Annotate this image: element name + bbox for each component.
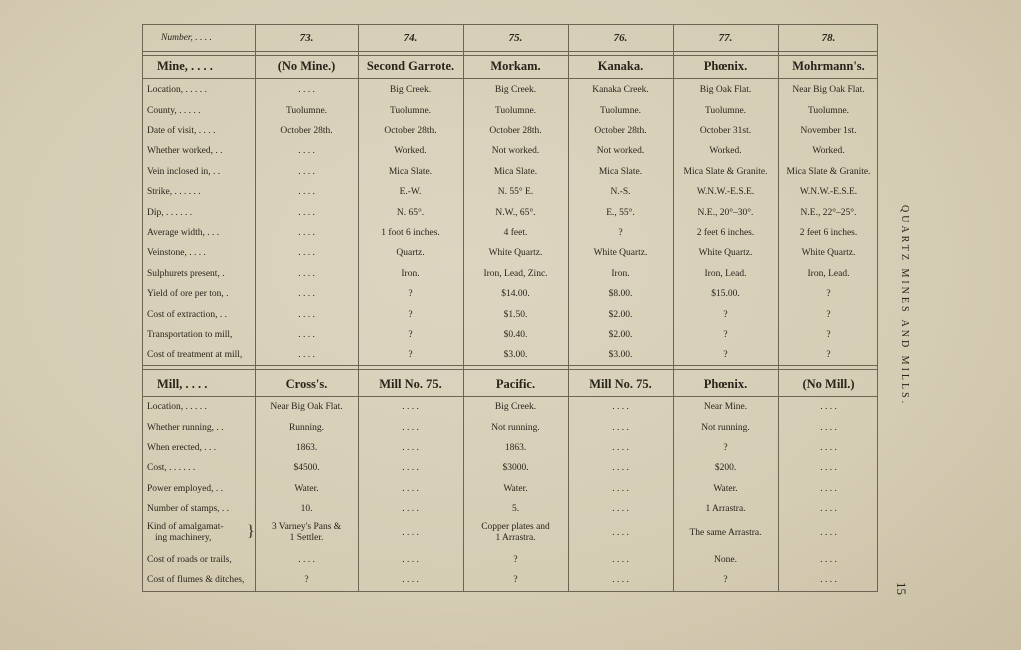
mine-cell: Worked. [709, 146, 742, 157]
mine-row-label: Veinstone, . . . . [147, 248, 206, 259]
mine-cell: . . . . [298, 329, 315, 340]
mill-cell: . . . . [298, 554, 315, 565]
mill-cell: . . . . [820, 422, 837, 433]
mine-cell: ? [723, 329, 728, 340]
mill-cell: . . . . [612, 528, 629, 539]
number-label: Number, . . . . [161, 33, 212, 43]
mill-cell: . . . . [612, 574, 629, 585]
mill-cell: . . . . [402, 574, 419, 585]
mill-cell: Near Mine. [703, 402, 748, 413]
mine-cell: ? [723, 309, 728, 320]
mine-name: Morkam. [490, 59, 541, 73]
mill-cell: Water. [503, 483, 528, 494]
mill-cell: . . . . [820, 483, 837, 494]
mill-cell: $4500. [293, 463, 320, 474]
mill-cell: $3000. [502, 463, 529, 474]
mill-cell: . . . . [402, 402, 419, 413]
column-number: 77. [718, 32, 733, 44]
mine-cell: Kanaka Creek. [592, 85, 649, 96]
mill-cell: Not running. [701, 422, 750, 433]
mine-cell: $15.00. [711, 289, 740, 300]
mill-cell: . . . . [820, 463, 837, 474]
mine-cell: ? [408, 350, 413, 361]
mine-cell: N. 65°. [396, 207, 425, 218]
mine-cell: October 28th. [384, 125, 437, 136]
mine-cell: . . . . [298, 350, 315, 361]
mine-cell: ? [408, 309, 413, 320]
mine-cell: 2 feet 6 inches. [696, 227, 755, 238]
mill-cell: . . . . [402, 554, 419, 565]
column-number: 73. [299, 32, 314, 44]
mill-cell: 1 Arrastra. [495, 533, 536, 544]
mine-cell: 4 feet. [503, 227, 528, 238]
mill-cell: ? [513, 554, 518, 565]
mine-name: Second Garrote. [366, 59, 455, 73]
mill-cell: Water. [713, 483, 738, 494]
mine-cell: Iron, Lead. [807, 268, 850, 279]
mine-cell: Mica Slate & Granite. [683, 166, 768, 177]
mine-cell: Big Creek. [389, 85, 432, 96]
mill-cell: Big Creek. [494, 402, 537, 413]
column-number: 75. [508, 32, 523, 44]
mine-cell: $14.00. [501, 289, 530, 300]
mill-cell: ? [304, 574, 309, 585]
mill-row-label: Cost, . . . . . . [147, 463, 196, 474]
row-divider [143, 78, 877, 79]
mill-cell: None. [714, 554, 737, 565]
mill-row-label: When erected, . . . [147, 442, 217, 453]
mill-cell: . . . . [820, 442, 837, 453]
mine-name: Phœnix. [703, 59, 748, 73]
mine-cell: October 28th. [489, 125, 542, 136]
column-number: 74. [403, 32, 418, 44]
mill-cell: 1 Arrastra. [705, 504, 746, 515]
mill-cell: Near Big Oak Flat. [270, 402, 343, 413]
side-title: QUARTZ MINES AND MILLS. [899, 205, 910, 407]
mine-cell: Mica Slate. [493, 166, 538, 177]
mill-cell: . . . . [612, 463, 629, 474]
mine-row-label: Cost of extraction, . . [147, 309, 227, 320]
mine-cell: . . . . [298, 289, 315, 300]
mill-row-label: Whether running, . . [147, 422, 224, 433]
column-number: 76. [613, 32, 628, 44]
mine-cell: Not worked. [596, 146, 645, 157]
mine-cell: $3.00. [503, 350, 528, 361]
mine-cell: $1.50. [503, 309, 528, 320]
column-number: 78. [821, 32, 836, 44]
mill-row-label: Number of stamps, . . [147, 504, 230, 515]
mine-cell: October 28th. [280, 125, 333, 136]
mill-cell: . . . . [402, 422, 419, 433]
mill-cell: Running. [288, 422, 325, 433]
mine-cell: Big Oak Flat. [699, 85, 752, 96]
mine-row-label: Dip, . . . . . . [147, 207, 193, 218]
mill-name: Cross's. [285, 377, 328, 391]
mine-cell: . . . . [298, 268, 315, 279]
mill-cell: . . . . [612, 442, 629, 453]
mine-cell: W.N.W.-E.S.E. [799, 187, 858, 198]
mine-cell: $2.00. [608, 309, 633, 320]
mill-cell: 10. [300, 504, 313, 515]
mill-row-label: Cost of flumes & ditches, [147, 574, 245, 585]
mill-cell: 5. [511, 504, 520, 515]
mill-row-label: Cost of roads or trails, [147, 554, 232, 565]
mine-cell: ? [826, 289, 831, 300]
mine-cell: $8.00. [608, 289, 633, 300]
mine-cell: 1 foot 6 inches. [381, 227, 440, 238]
row-divider [143, 365, 877, 370]
mill-cell: $200. [714, 463, 737, 474]
mine-cell: W.N.W.-E.S.E. [696, 187, 755, 198]
mill-cell: . . . . [402, 504, 419, 515]
mine-cell: Iron, Lead, Zinc. [483, 268, 548, 279]
mill-cell: . . . . [820, 574, 837, 585]
mill-cell: . . . . [612, 422, 629, 433]
mill-cell: Not running. [491, 422, 540, 433]
mine-cell: Mica Slate. [388, 166, 433, 177]
mine-cell: . . . . [298, 309, 315, 320]
mine-cell: . . . . [298, 85, 315, 96]
mine-name: Mohrmann's. [792, 59, 865, 73]
mill-cell: 3 Varney's Pans & [271, 522, 342, 533]
mine-row-label: Vein inclosed in, . . [147, 166, 221, 177]
mine-label: Mine, . . . . [157, 59, 213, 73]
mine-cell: Big Creek. [494, 85, 537, 96]
mine-cell: ? [826, 309, 831, 320]
mill-label: Mill, . . . . [157, 377, 208, 391]
mine-cell: White Quartz. [593, 248, 648, 259]
mill-cell: ? [723, 442, 728, 453]
mine-cell: N.E., 20°–30°. [697, 207, 754, 218]
mill-name: Mill No. 75. [379, 377, 442, 391]
mine-cell: ? [826, 329, 831, 340]
mill-cell: . . . . [612, 554, 629, 565]
mine-row-label: Location, . . . . . [147, 85, 207, 96]
mill-cell: . . . . [402, 483, 419, 494]
mine-cell: Quartz. [396, 248, 425, 259]
mill-cell: ? [723, 574, 728, 585]
mine-cell: Near Big Oak Flat. [792, 85, 865, 96]
mine-cell: . . . . [298, 248, 315, 259]
mine-cell: Tuolumne. [599, 105, 642, 116]
mine-cell: ? [618, 227, 623, 238]
mine-cell: Worked. [394, 146, 427, 157]
mill-cell: Copper plates and [481, 522, 550, 533]
mill-cell: 1863. [504, 442, 527, 453]
mine-cell: ? [408, 329, 413, 340]
mines-mills-table [142, 24, 878, 592]
mine-cell: 2 feet 6 inches. [799, 227, 858, 238]
mine-cell: Iron. [611, 268, 630, 279]
mine-cell: Iron. [401, 268, 420, 279]
mill-cell: Water. [294, 483, 319, 494]
mine-cell: Mica Slate & Granite. [786, 166, 871, 177]
mine-row-label: Transportation to mill, [147, 329, 233, 340]
mill-cell: . . . . [402, 442, 419, 453]
mill-name: Phœnix. [703, 377, 748, 391]
mill-cell: . . . . [402, 463, 419, 474]
mine-cell: $0.40. [503, 329, 528, 340]
mine-cell: . . . . [298, 207, 315, 218]
mine-row-label: Date of visit, . . . . [147, 125, 216, 136]
mine-cell: . . . . [298, 187, 315, 198]
mine-cell: Tuolumne. [494, 105, 537, 116]
mine-cell: N. 55° E. [497, 187, 534, 198]
mine-row-label: Cost of treatment at mill, [147, 350, 243, 361]
mill-row-label: Kind of amalgamat- [147, 522, 224, 533]
mine-cell: N.W., 65°. [495, 207, 536, 218]
mine-name: (No Mine.) [277, 59, 336, 73]
mine-cell: Worked. [812, 146, 845, 157]
mine-cell: . . . . [298, 227, 315, 238]
mine-cell: November 1st. [800, 125, 857, 136]
mill-cell: . . . . [820, 554, 837, 565]
mine-cell: ? [723, 350, 728, 361]
mine-cell: ? [826, 350, 831, 361]
mine-row-label: County, . . . . . [147, 105, 201, 116]
mill-row-label: Location, . . . . . [147, 402, 207, 413]
mine-cell: . . . . [298, 146, 315, 157]
mill-cell: 1863. [295, 442, 318, 453]
mine-cell: White Quartz. [698, 248, 753, 259]
mine-cell: E., 55°. [606, 207, 635, 218]
mill-name: Pacific. [495, 377, 536, 391]
mine-row-label: Whether worked, . . [147, 146, 223, 157]
mill-name: (No Mill.) [802, 377, 855, 391]
mine-cell: N.-S. [610, 187, 631, 198]
mine-row-label: Yield of ore per ton, . [147, 289, 229, 300]
page-number: 15 [894, 582, 909, 595]
mine-cell: Not worked. [491, 146, 540, 157]
mine-row-label: Sulphurets present, . [147, 268, 225, 279]
mine-cell: White Quartz. [801, 248, 856, 259]
mill-row-label: ing machinery, [155, 533, 212, 544]
mill-cell: . . . . [820, 402, 837, 413]
mill-cell: . . . . [612, 504, 629, 515]
mine-cell: Tuolumne. [704, 105, 747, 116]
mill-name: Mill No. 75. [589, 377, 652, 391]
mine-cell: October 28th. [594, 125, 647, 136]
mine-cell: Tuolumne. [389, 105, 432, 116]
mill-cell: . . . . [402, 528, 419, 539]
mill-cell: 1 Settler. [289, 533, 324, 544]
mine-cell: . . . . [298, 166, 315, 177]
mine-cell: Tuolumne. [285, 105, 328, 116]
mine-cell: $3.00. [608, 350, 633, 361]
mine-row-label: Strike, . . . . . . [147, 187, 201, 198]
mill-cell: . . . . [612, 402, 629, 413]
mine-cell: E.-W. [399, 187, 422, 198]
mine-cell: N.E., 22°–25°. [800, 207, 857, 218]
mine-cell: ? [408, 289, 413, 300]
mill-cell: ? [513, 574, 518, 585]
mine-cell: Mica Slate. [598, 166, 643, 177]
mine-cell: Tuolumne. [807, 105, 850, 116]
mill-cell: The same Arrastra. [689, 528, 762, 539]
mine-row-label: Average width, . . . [147, 227, 220, 238]
mine-cell: $2.00. [608, 329, 633, 340]
mine-cell: White Quartz. [488, 248, 543, 259]
mine-cell: October 31st. [699, 125, 752, 136]
mill-cell: . . . . [820, 528, 837, 539]
mine-cell: Iron, Lead. [704, 268, 747, 279]
mill-cell: . . . . [820, 504, 837, 515]
mine-name: Kanaka. [597, 59, 644, 73]
mill-cell: . . . . [612, 483, 629, 494]
mill-row-label: Power employed, . . [147, 483, 223, 494]
brace-icon: } [247, 523, 255, 541]
